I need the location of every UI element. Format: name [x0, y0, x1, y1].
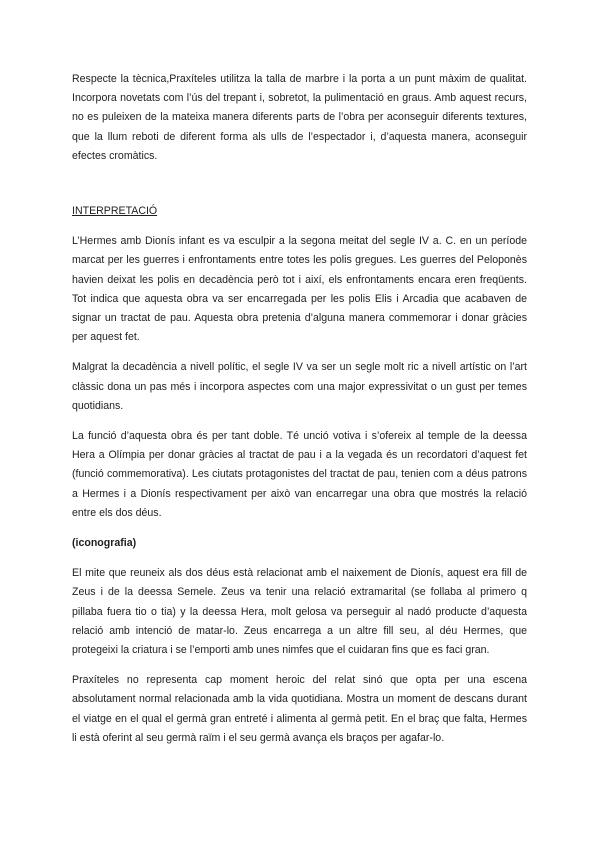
paragraph-technique: Respecte la tècnica,Praxíteles utilitza la talla de marbre i la porta a un punt màxim de qualitat. Incorpora novetats com l’ús del trepant i, sobretot, la pulimentació en graus. Amb aquest recurs, no es puleixen de la mateixa manera diferents parts de l’obra per aconseguir diferents textures, que la llum reboti de diferent forma als ulls de l’espectador i, d’aquesta manera, aconseguir efectes cromàtics.	[72, 73, 527, 162]
paragraph-historical-context: L’Hermes amb Dionís infant es va esculpir a la segona meitat del segle IV a. C. en un període marcat per les guerres i enfrontaments entre totes les polis gregues. Les guerres del Peloponès havien deixat les polis en decadència però tot i així, els enfrontaments encara eren freqüents. Tot indica que aquesta obra va ser encarregada per les polis Elis i Arcadia que acabaven de signar un tractat de pau. Aquesta obra pretenia d’alguna manera commemorar i donar gràcies per aquest fet.	[72, 235, 527, 344]
paragraph-artistic-context: Malgrat la decadència a nivell polític, el segle IV va ser un segle molt ric a nivell artístic on l’art clàssic dona un pas més i incorpora aspectes com una major expressivitat o un gust per temes quotidians.	[72, 361, 527, 412]
paragraph-myth: El mite que reuneix als dos déus està relacionat amb el naixement de Dionís, aquest era fill de Zeus i de la deessa Semele. Zeus va tenir una relació extramarital (se follaba al primero q pillaba fuera tio o tia) y la deessa Hera, molt gelosa va perseguir al nadó producte d’aquesta relació amb intenció de matar-lo. Zeus encarrega a un altre fill seu, al déu Hermes, que protegeixi la criatura i se l’emporti amb unes nimfes que el cuidaran fins que es faci gran.	[72, 567, 527, 657]
document-page	[72, 70, 527, 748]
paragraph-function: La funció d’aquesta obra és per tant doble. Té unció votiva i s’ofereix al temple de la deessa Hera a Olímpia per donar gràcies al tractat de pau i a la vegada és un recordatori d’aquest fet (funció commemorativa). Les ciutats protagonistes del tractat de pau, tenien com a déus patrons a Hermes i a Dionís respectivament per això van encarregar una obra que mostrés la relació entre els dos déus.	[72, 430, 527, 519]
paragraph-scene: Praxíteles no representa cap moment heroic del relat sinó que opta per una escena absolutament normal relacionada amb la vida quotidiana. Mostra un moment de descans durant el viatge en el qual el germà gran entreté i alimenta al germà petit. En el braç que falta, Hermes li està oferint al seu germà raïm i el seu germà avança els braços per agafar-lo.	[72, 674, 527, 744]
heading-interpretacio: INTERPRETACIÓ	[72, 205, 158, 218]
subheading-iconografia: (iconografia)	[72, 537, 137, 550]
